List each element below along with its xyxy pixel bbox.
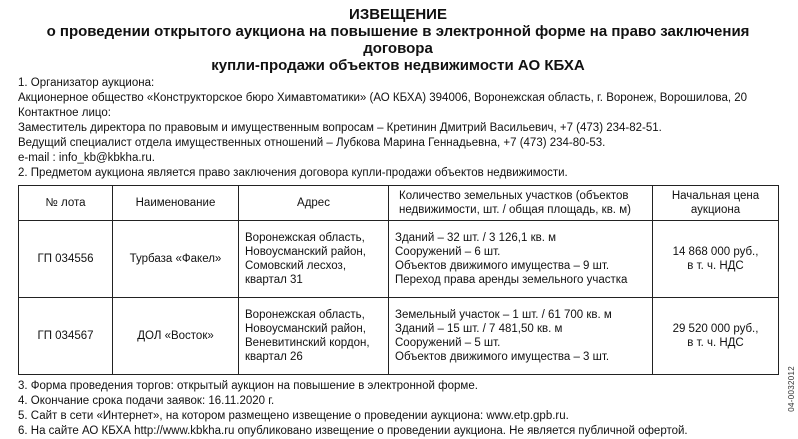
price-line: 29 520 000 руб., — [672, 323, 759, 335]
notice-subtitle-line-1: о проведении открытого аукциона на повышение в электронной форме на право заключения договора — [46, 23, 750, 57]
quantity-line: Сооружений – 5 шт. — [395, 337, 501, 349]
quantity-line: Зданий – 15 шт. / 7 481,50 кв. м — [395, 323, 563, 335]
auction-form-line: 3. Форма проведения торгов: открытый аукцион на повышение в электронной форме. — [18, 380, 478, 392]
lot-number-cell: ГП 034567 — [19, 298, 113, 375]
price-line: в т. ч. НДС — [687, 260, 744, 272]
quantity-line: Переход права аренды земельного участка — [395, 274, 628, 286]
header-lot-number: № лота — [19, 186, 113, 221]
address-line: квартал 26 — [245, 351, 303, 363]
contact-deputy-director: Заместитель директора по правовым и имущественным вопросам – Кретинин Дмитрий Васильевич, +7 (473) 234-82-51. — [18, 122, 662, 134]
quantity-line: Объектов движимого имущества – 9 шт. — [395, 260, 610, 272]
header-price-line-2: аукциона — [690, 204, 741, 216]
address-line: Воронежская область, — [245, 232, 365, 244]
quantity-line: Земельный участок – 1 шт. / 61 700 кв. м — [395, 309, 612, 321]
deadline-line: 4. Окончание срока подачи заявок: 16.11.2020 г. — [18, 395, 275, 407]
lots-table-header — [19, 186, 779, 221]
quantity-line: Объектов движимого имущества – 3 шт. — [395, 351, 610, 363]
lot-number-cell: ГП 034556 — [19, 221, 113, 298]
address-line: квартал 31 — [245, 274, 303, 286]
lot-address-cell — [239, 221, 389, 298]
organizer-name-address: Акционерное общество «Конструкторское бюро Химавтоматики» (АО КБХА) 394006, Воронежская область, г. Воронеж, Ворошилова, 20 — [18, 92, 748, 104]
organizer-section — [18, 76, 778, 181]
table-row — [19, 221, 779, 298]
lot-quantity-cell — [389, 221, 653, 298]
lot-address-cell — [239, 298, 389, 375]
header-quantity-line-1: Количество земельных участков (объектов — [399, 190, 629, 202]
address-line: Сомовский лесхоз, — [245, 260, 347, 272]
address-line: Новоусманский район, — [245, 323, 366, 335]
notice-document — [18, 6, 778, 439]
header-quantity — [389, 186, 653, 221]
header-quantity-line-2: недвижимости, шт. / общая площадь, кв. м) — [399, 204, 631, 216]
lots-table — [18, 185, 779, 375]
organizer-label: 1. Организатор аукциона: — [18, 77, 155, 89]
website-line: 5. Сайт в сети «Интернет», на котором размещено извещение о проведении аукциона: www.etp.gpb.ru. — [18, 410, 569, 422]
publication-line: 6. На сайте АО КБХА http://www.kbkha.ru опубликовано извещение о проведении аукциона. Не является публичной офертой. — [18, 425, 688, 437]
quantity-line: Сооружений – 6 шт. — [395, 246, 501, 258]
lot-quantity-cell — [389, 298, 653, 375]
address-line: Воронежская область, — [245, 309, 365, 321]
lot-name-cell: ДОЛ «Восток» — [113, 298, 239, 375]
header-price-line-1: Начальная цена — [671, 190, 760, 202]
contact-lead-specialist: Ведущий специалист отдела имущественных отношений – Лубкова Марина Геннадьевна, +7 (473) 234-80-53. — [18, 137, 606, 149]
table-row — [19, 298, 779, 375]
lot-price-cell — [653, 298, 779, 375]
side-code: 04-0032012 — [787, 366, 796, 412]
footer-section — [18, 379, 778, 439]
quantity-line: Зданий – 32 шт. / 3 126,1 кв. м — [395, 232, 557, 244]
header-address: Адрес — [239, 186, 389, 221]
lot-name-cell: Турбаза «Факел» — [113, 221, 239, 298]
contact-label: Контактное лицо: — [18, 107, 111, 119]
address-line: Новоусманский район, — [245, 246, 366, 258]
contact-email: e-mail : info_kb@kbkha.ru. — [18, 152, 155, 164]
header-start-price — [653, 186, 779, 221]
header-name: Наименование — [113, 186, 239, 221]
auction-subject: 2. Предметом аукциона является право заключения договора купли-продажи объектов недвижимости. — [18, 167, 568, 179]
lot-price-cell — [653, 221, 779, 298]
price-line: в т. ч. НДС — [687, 337, 744, 349]
notice-heading: ИЗВЕЩЕНИЕ — [349, 6, 447, 23]
notice-subtitle-line-2: купли-продажи объектов недвижимости АО КБХА — [211, 57, 585, 74]
address-line: Веневитинский кордон, — [245, 337, 370, 349]
price-line: 14 868 000 руб., — [672, 246, 759, 258]
